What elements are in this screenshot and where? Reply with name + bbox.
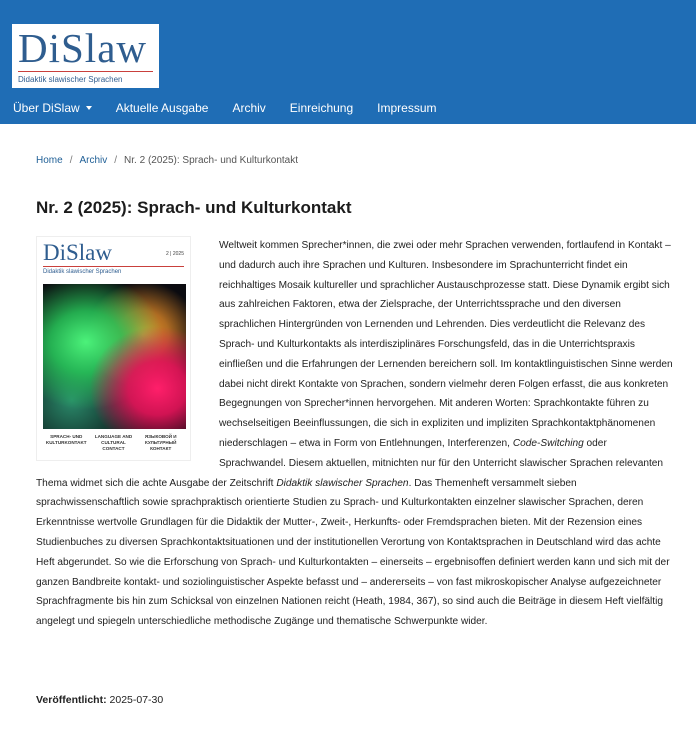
site-logo[interactable] xyxy=(12,24,159,88)
published-date: 2025-07-30 xyxy=(109,694,164,706)
description-part3: . Das Themenheft versammelt sieben sprachwissenschaftlich sowie sprachpraktisch orientierte Studien zu Sprach- und Kulturkontakten einzelner slawischer Sprachen, deren Erkenntnisse wertvolle Grundlagen für die Didaktik der Mutter-, Zweit-, Herkunfts- oder Fremdsprachen bieten. Mit der Rezension eines Studienbuches zu diversen Sprachkontaktsituationen und der institutionellen Verortung von Kontaktsprachen in Deutschland wird das achte Heft abgerundet. So wie die Erforschung von Sprach- und Kulturkontakten – einerseits – ergebnisoffen definiert werden kann und sich mit der ganzen Bandbreite kontakt- und soziolinguistischer Aspekte befasst und – andererseits – von fast mikroskopischer Analyse aufgezeichneter Sprachfragmente bis hin zum Schicksal von einzelnen Nationen reicht (Heath, 1984, 367), so sind auch die Beiträge in diesem Heft vielfältig angelegt und spiegeln unterschiedliche methodische Zugänge und thematische Schwerpunkte wider. xyxy=(36,477,670,628)
nav-item-ueber-dislaw[interactable] xyxy=(13,101,92,115)
cover-label-ru: ЯЗЫКОВОЙ И КУЛЬТУРНЫЙ КОНТАКТ xyxy=(144,434,177,451)
nav-item-label: Archiv xyxy=(232,101,266,115)
issue-cover-image[interactable] xyxy=(36,236,191,461)
cover-wordmark: DiSlaw xyxy=(43,240,112,265)
breadcrumb-separator: / xyxy=(69,155,73,166)
description-emphasis-code-switching: Code-Switching xyxy=(512,437,584,449)
cover-header xyxy=(43,241,184,265)
nav-item-label: Einreichung xyxy=(289,101,354,115)
nav-item-impressum[interactable] xyxy=(377,101,436,115)
cover-divider xyxy=(43,266,184,267)
cover-label-en: LANGUAGE AND CULTURAL CONTACT xyxy=(94,434,133,451)
logo-wordmark: DiSlaw xyxy=(18,25,147,71)
breadcrumb-current: Nr. 2 (2025): Sprach- und Kulturkontakt xyxy=(124,155,299,166)
nav-item-label: Impressum xyxy=(377,101,437,115)
nav-item-einreichung[interactable] xyxy=(290,101,353,115)
nav-item-label: Aktuelle Ausgabe xyxy=(115,101,209,115)
breadcrumb-archive-link[interactable]: Archiv xyxy=(79,155,108,166)
cover-artwork xyxy=(43,284,186,429)
description-part1: Weltweit kommen Sprecher*innen, die zwei oder mehr Sprachen verwenden, fortlaufend in Kontakt – und dadurch auch ihre Sprachen und Kulturen. Insbesondere im Sprachunterricht findet ein reichhaltiges Mosaik kultureller und sprachlicher Austauschprozesse statt. Diese Dynamik ergibt sich aus zahlreichen Faktoren, etwa der Zielsprache, der Unterrichtssprache und den diversen sprachlichen Hintergründen von Lernenden und Lehrenden. Dies verdeutlicht die Relevanz des Sprach- und Kulturkontakts als interdisziplinäres Forschungsfeld, das in die Unterrichtspraxis einfließen und die Erfahrungen der Lernenden bereichern soll. Im kontaktlinguistischen Sinne werden dabei nicht direkt Kontakte von Sprachen, sondern vielmehr deren Folgen erfasst, die aus konkreten Begegnungen von Sprecher*innen hervorgehen. Mit anderen Worten: Sprachkontakte führen zu wechselseitigen Beeinflussungen, die sich in expliziten und impliziten Sprachkontaktphänomenen niederschlagen – etwa in Form von Entlehnungen, Interferenzen, xyxy=(219,240,673,449)
description-part2: oder Sprachwandel. Diesem aktuellen, mitnichten nur für den Unterricht slawischer Sprachen relevanten Thema widmet sich die achte Ausgabe der Zeitschrift xyxy=(36,437,664,489)
site-header xyxy=(0,0,696,124)
nav-item-archiv[interactable] xyxy=(232,101,265,115)
cover-issue-label: 2 | 2025 xyxy=(166,251,184,257)
issue-description xyxy=(36,236,676,632)
nav-item-aktuelle-ausgabe[interactable] xyxy=(116,101,209,115)
logo-subtitle: Didaktik slawischer Sprachen xyxy=(18,75,123,84)
breadcrumb-separator: / xyxy=(114,155,118,166)
logo-divider xyxy=(18,71,153,72)
cover-subtitle: Didaktik slawischer Sprachen xyxy=(43,269,122,275)
page-title: Nr. 2 (2025): Sprach- und Kulturkontakt xyxy=(36,198,352,217)
published-info xyxy=(36,694,163,706)
breadcrumb-home-link[interactable]: Home xyxy=(36,155,63,166)
breadcrumb xyxy=(36,155,298,166)
main-nav xyxy=(13,101,461,115)
nav-item-label: Über DiSlaw xyxy=(13,101,80,115)
description-emphasis-journal-name: Didaktik slawischer Sprachen xyxy=(276,477,409,489)
published-label: Veröffentlicht: xyxy=(36,694,107,706)
cover-labels xyxy=(43,434,184,452)
caret-down-icon xyxy=(86,106,92,110)
cover-label-de: SPRACH- UND KULTURKONTAKT xyxy=(45,434,87,445)
